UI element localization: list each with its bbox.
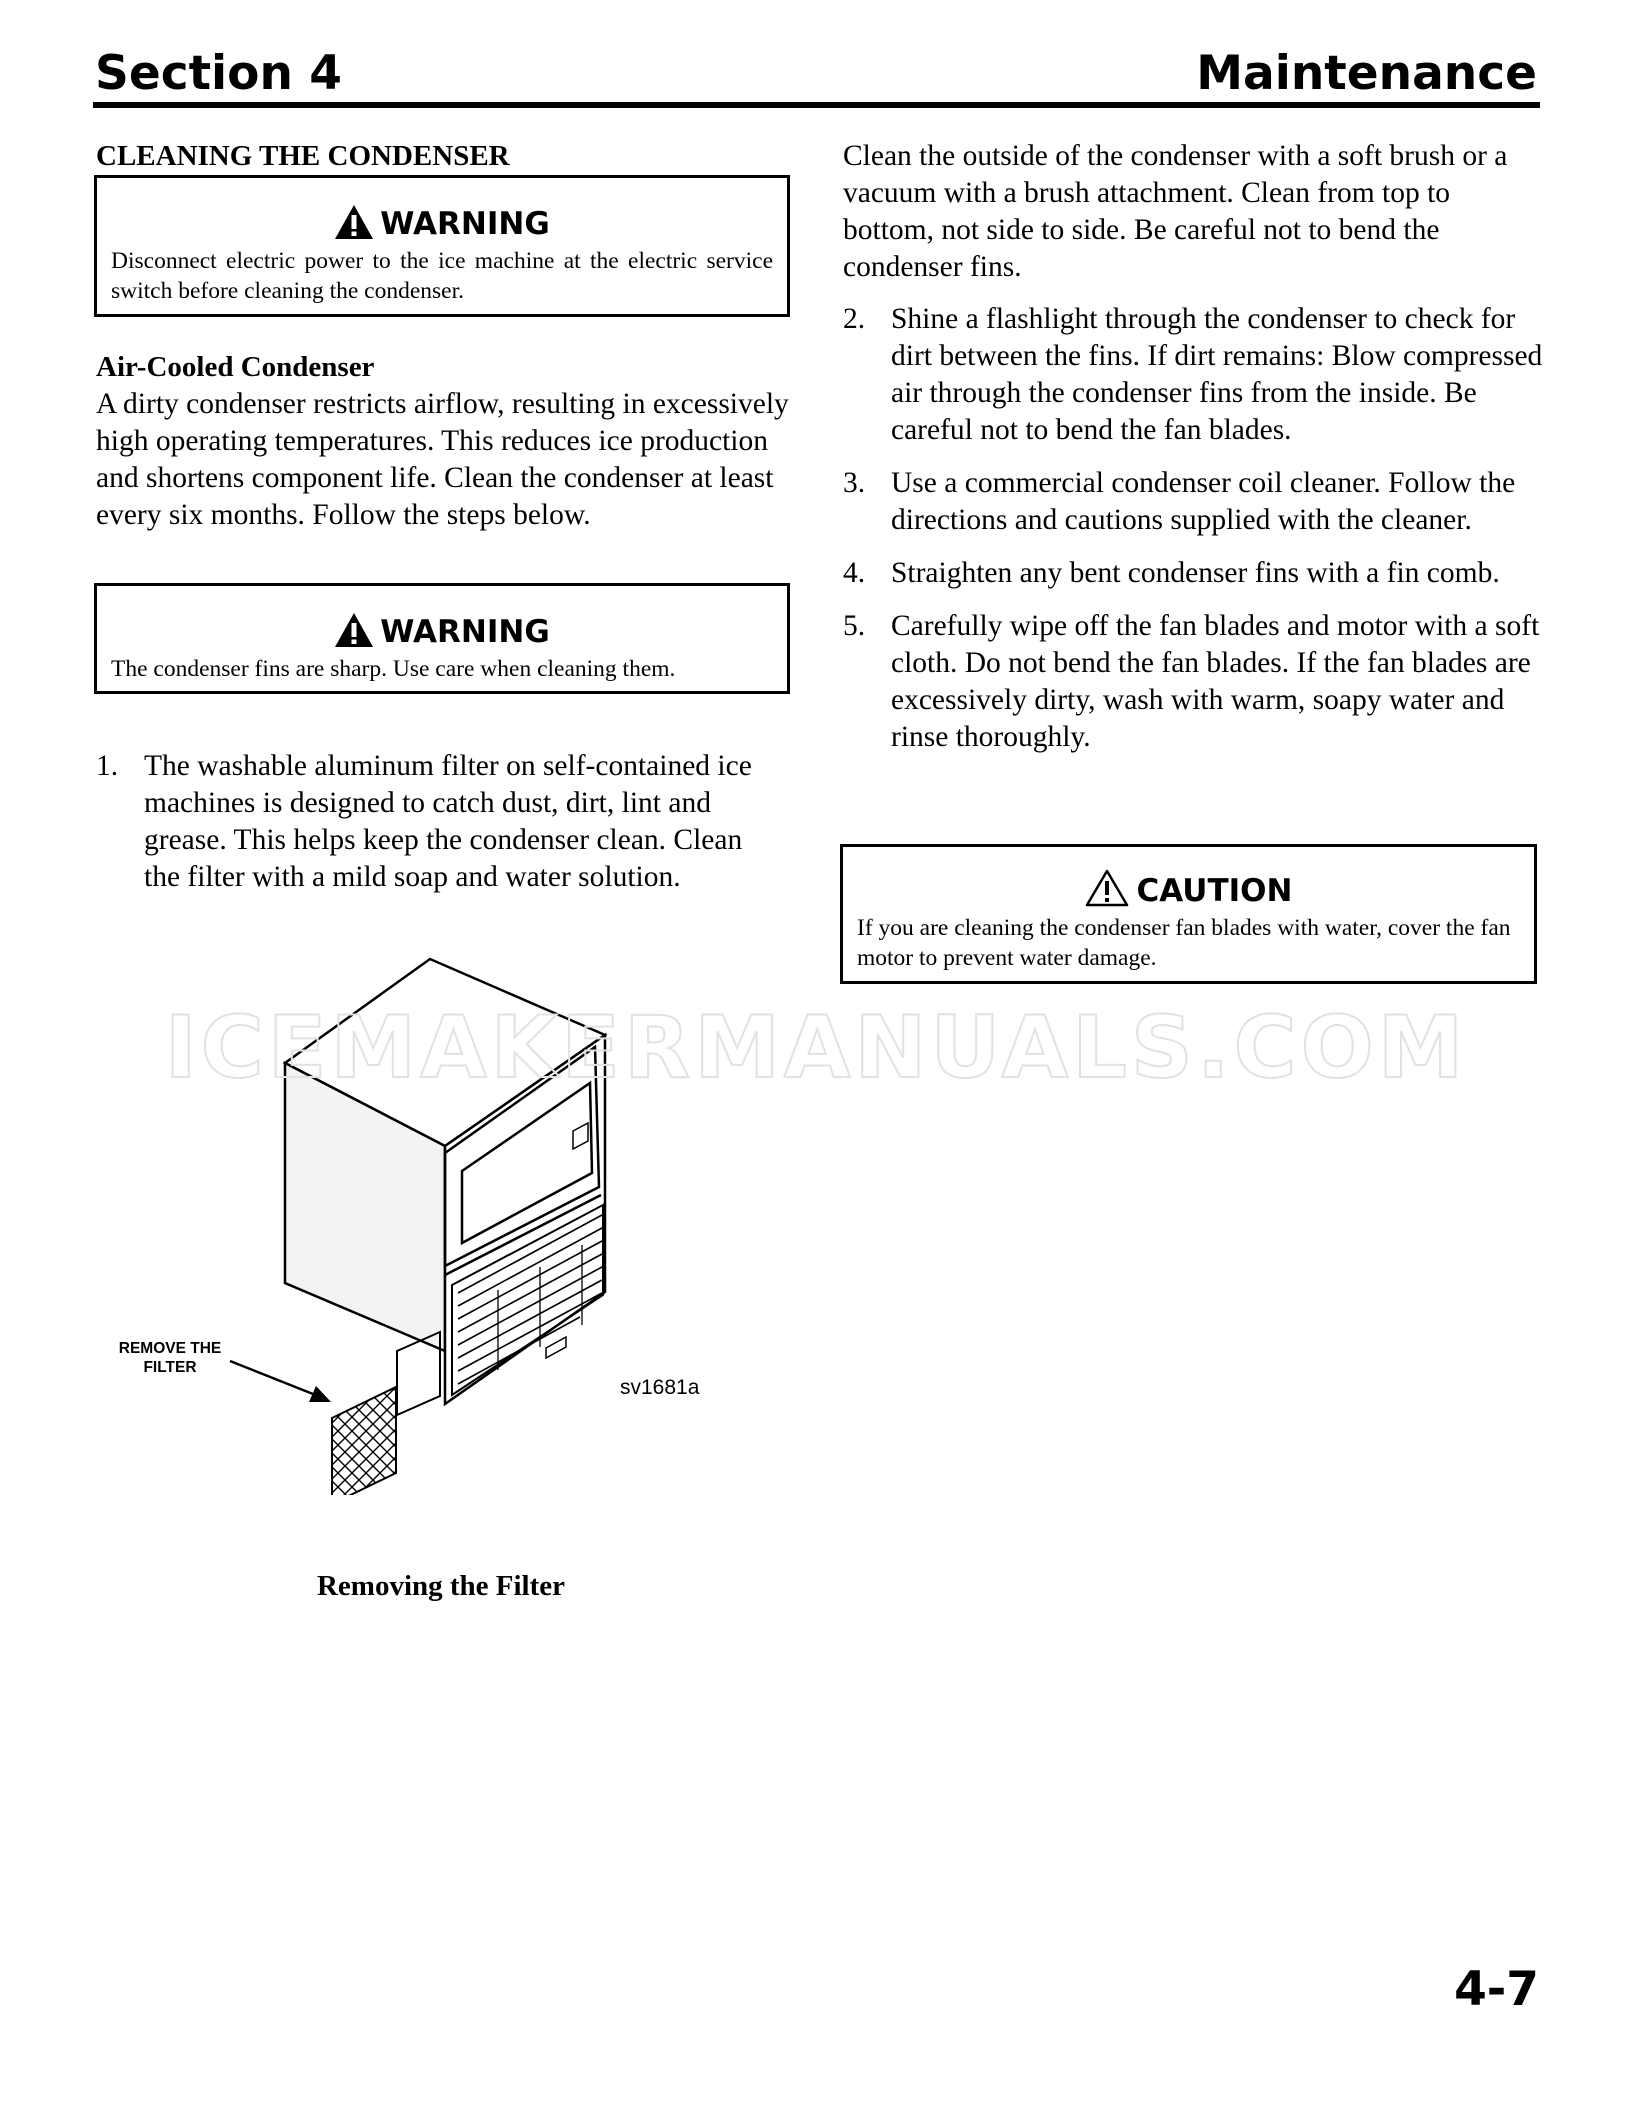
warning-heading xyxy=(111,204,773,240)
list-item-number: 5. xyxy=(843,610,866,642)
section-heading: CLEANING THE CONDENSER xyxy=(96,140,510,172)
warning-triangle-icon xyxy=(334,204,374,240)
caution-box xyxy=(840,844,1537,984)
caution-triangle-icon xyxy=(1085,869,1129,907)
list-item xyxy=(843,555,1543,592)
subheading: Air-Cooled Condenser xyxy=(96,351,375,383)
intro-paragraph: A dirty condenser restricts airflow, resulting in excessively high operating temperatures. This reduces ice production and shortens component life. Clean the condenser at least every six months. Follow the steps below. xyxy=(96,388,789,531)
warning-heading xyxy=(111,612,773,648)
caution-title: CAUTION xyxy=(1136,873,1293,909)
section-label: Section 4 xyxy=(95,46,342,101)
warning-triangle-icon xyxy=(334,612,374,648)
watermark: ICEMAKERMANUALS.COM xyxy=(164,998,1468,1098)
list-item xyxy=(843,465,1543,539)
list-item-number: 3. xyxy=(843,467,866,499)
page-number: 4-7 xyxy=(1454,1962,1539,2017)
list-item xyxy=(843,608,1543,756)
warning-title: WARNING xyxy=(380,206,550,242)
page-title: Maintenance xyxy=(1196,46,1537,101)
callout-line: FILTER xyxy=(143,1359,197,1376)
list-item-number: 2. xyxy=(843,303,866,335)
list-item-text: Carefully wipe off the fan blades and motor with a soft cloth. Do not bend the fan blades. If the fan blades are excessively dirty, wash with warm, soapy water and rinse thoroughly. xyxy=(891,610,1540,753)
warning-text: The condenser fins are sharp. Use care when cleaning them. xyxy=(111,656,676,682)
callout-line: REMOVE THE xyxy=(118,1340,222,1357)
warning-title: WARNING xyxy=(380,614,550,650)
list-item-text: Straighten any bent condenser fins with a fin comb. xyxy=(891,557,1500,589)
list-item-number: 1. xyxy=(96,750,119,782)
list-item xyxy=(843,301,1543,449)
figure-code: sv1681a xyxy=(620,1376,700,1399)
list-item-text: Use a commercial condenser coil cleaner. Follow the directions and cautions supplied with the cleaner. xyxy=(891,467,1516,536)
list-item xyxy=(96,748,776,896)
caution-heading xyxy=(857,869,1520,907)
figure-caption: Removing the Filter xyxy=(316,1570,566,1602)
warning-text: Disconnect electric power to the ice machine at the electric service switch before cleaning the condenser. xyxy=(111,248,773,304)
caution-text: If you are cleaning the condenser fan blades with water, cover the fan motor to prevent water damage. xyxy=(857,915,1511,971)
right-intro-paragraph: Clean the outside of the condenser with a soft brush or a vacuum with a brush attachment. Clean from top to bottom, not side to side. Be careful not to bend the condenser fins. xyxy=(843,140,1508,283)
list-item-number: 4. xyxy=(843,557,866,589)
warning-box-fins xyxy=(94,583,790,694)
header-rule xyxy=(93,102,1540,108)
list-item-text: The washable aluminum filter on self-contained ice machines is designed to catch dust, dirt, lint and grease. This helps keep the condenser clean. Clean the filter with a mild soap and water solution. xyxy=(144,750,752,893)
warning-box-power xyxy=(94,175,790,317)
steps-list xyxy=(843,301,1543,756)
callout-label xyxy=(100,1339,240,1377)
list-item-text: Shine a flashlight through the condenser to check for dirt between the fins. If dirt remains: Blow compressed air through the condenser fins from the inside. Be careful not to bend the fan blades. xyxy=(891,303,1543,446)
